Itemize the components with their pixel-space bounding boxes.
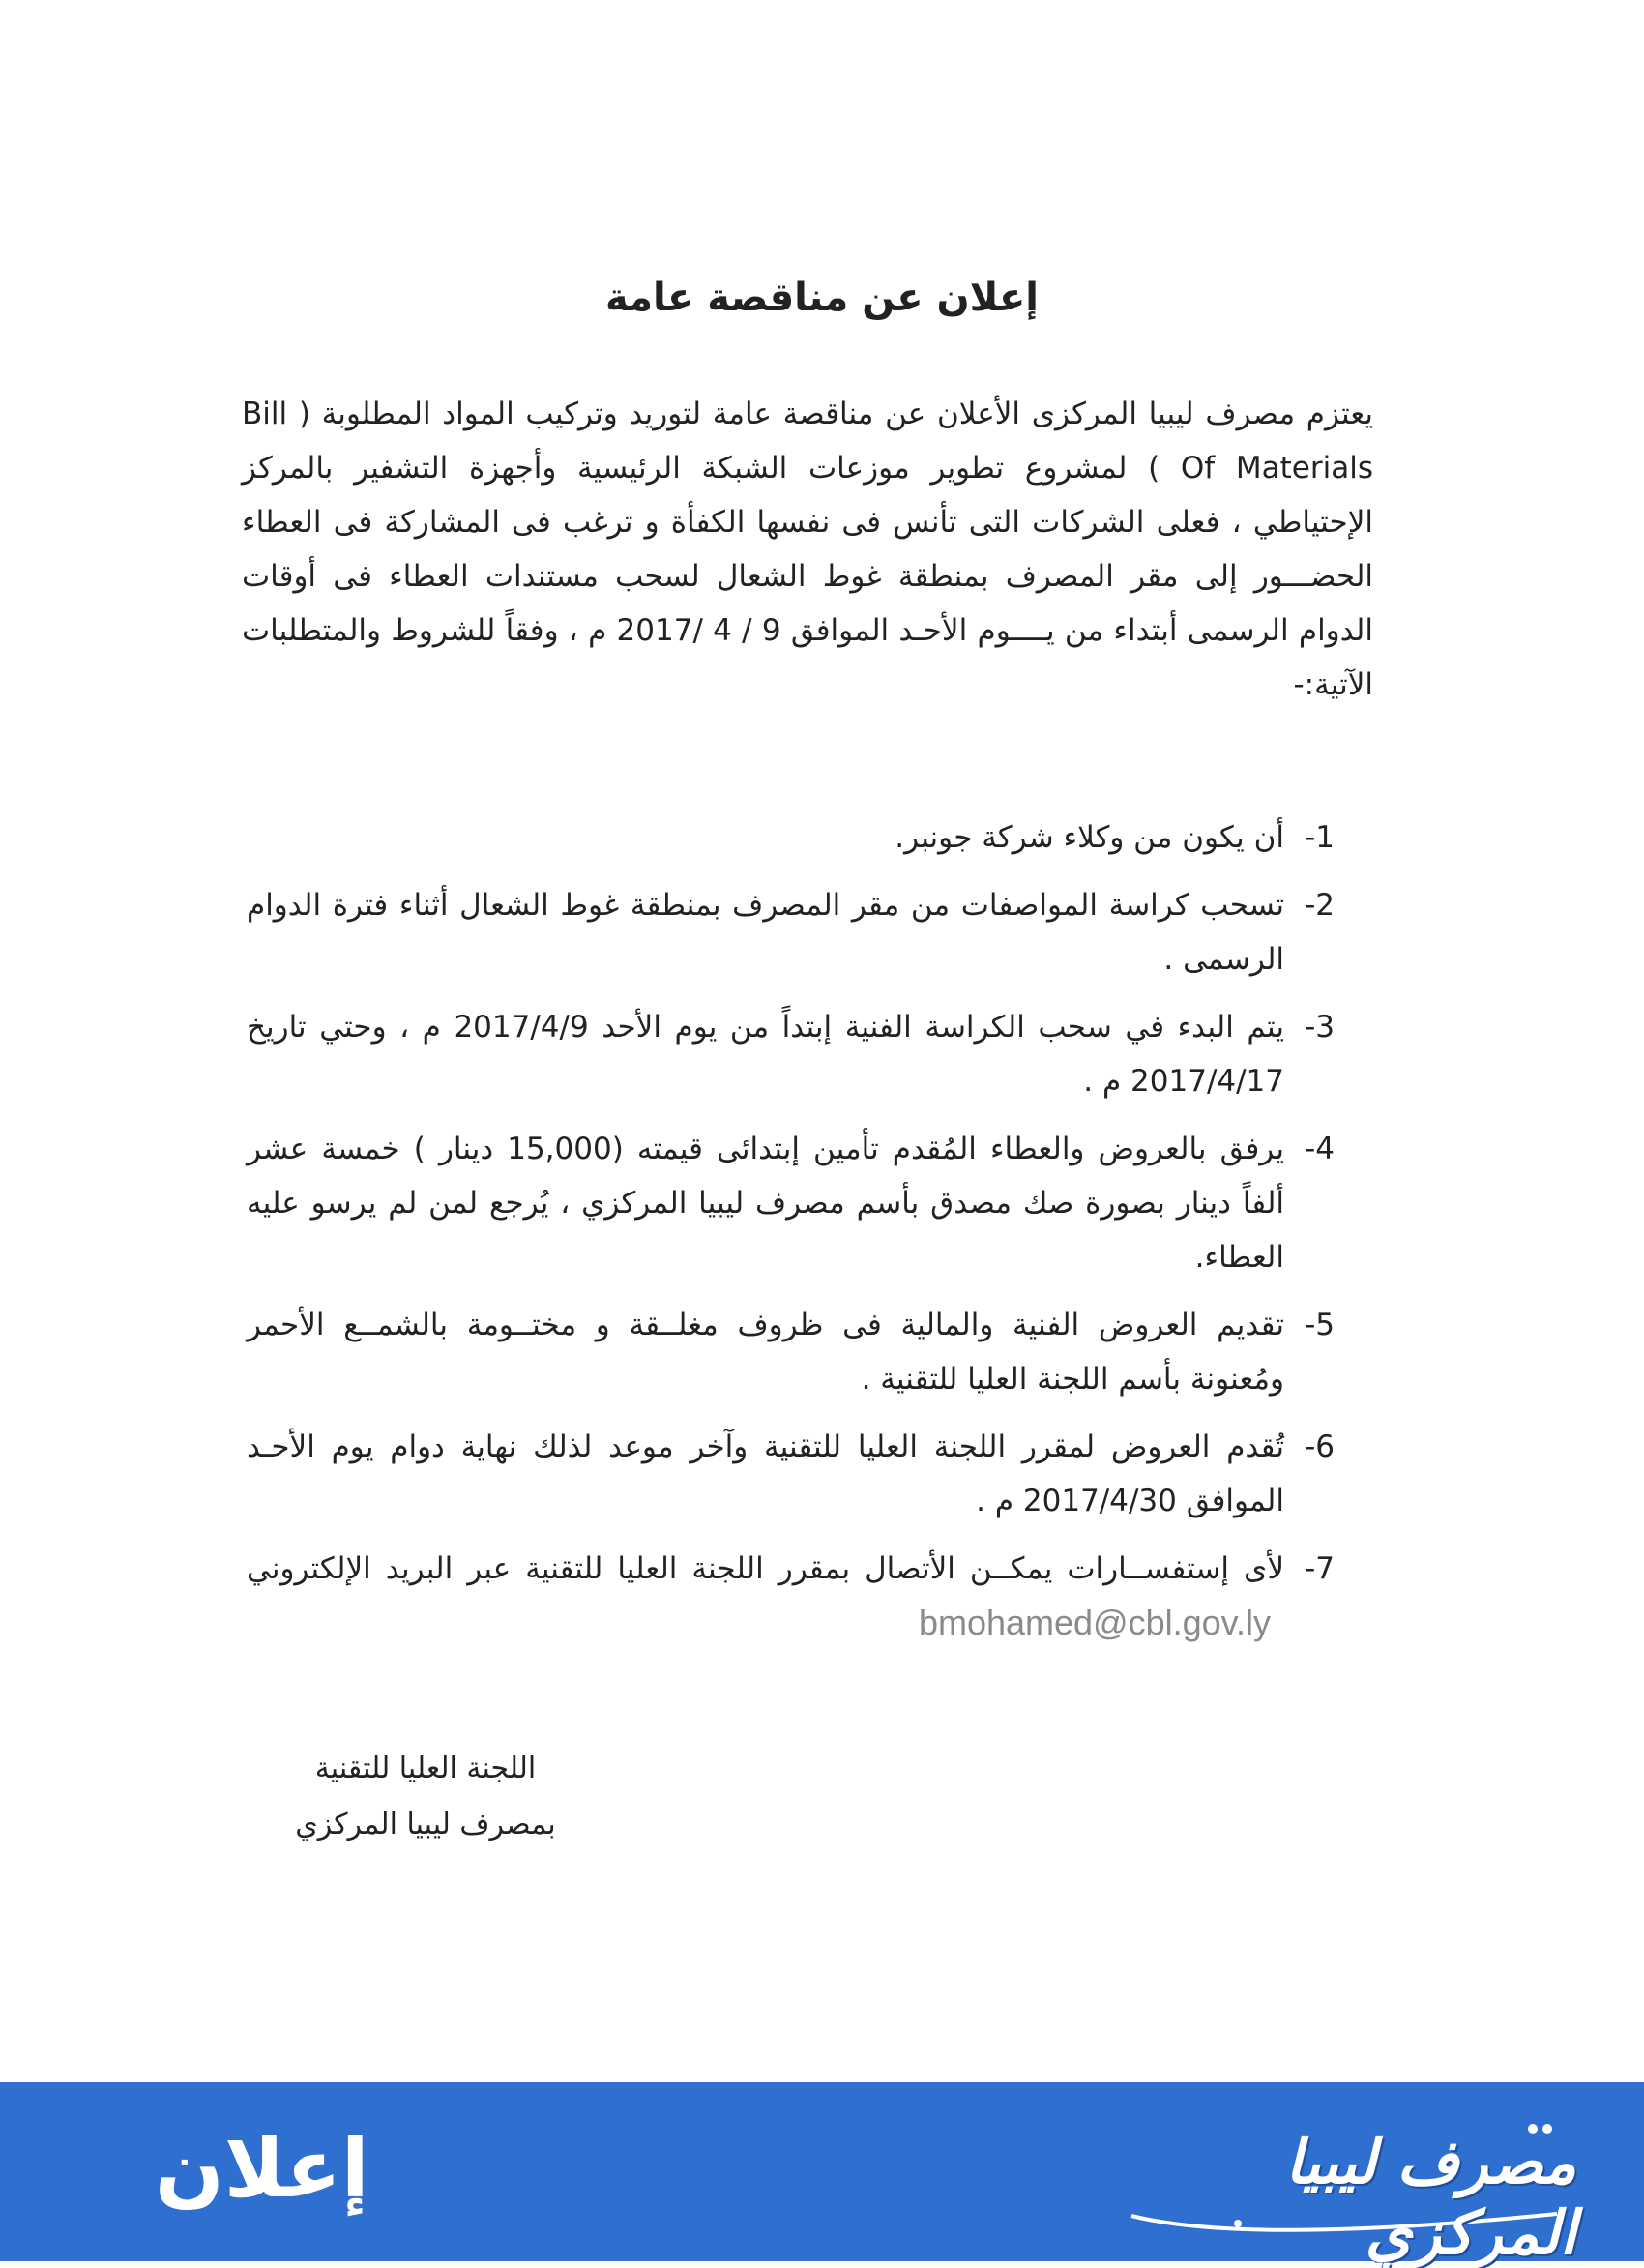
footer-announcement-label: إعلان [155, 2121, 369, 2216]
condition-item [247, 1420, 1335, 1528]
condition-text: أن يكون من وكلاء شركة جونبر. [895, 820, 1284, 855]
condition-text: تسحب كراسة المواصفات من مقر المصرف بمنطقة غوط الشعال أثناء فترة الدوام الرسمى . [247, 888, 1284, 977]
condition-text: تقديم العروض الفنية والمالية فى ظروف مغلــقة و مختــومة بالشمــع الأحمر ومُعنونة بأسم اللجنة العليا للتقنية . [247, 1308, 1284, 1397]
condition-item [247, 878, 1335, 987]
condition-number: 3- [1305, 1010, 1335, 1045]
condition-number: 6- [1305, 1429, 1335, 1464]
condition-number: 7- [1305, 1551, 1335, 1586]
page-title: إعلان عن مناقصة عامة [605, 276, 1039, 320]
condition-item [247, 1122, 1335, 1284]
conditions-list [247, 810, 1335, 1665]
condition-item [247, 1298, 1335, 1406]
intro-paragraph: يعتزم مصرف ليبيا المركزى الأعلان عن مناقصة عامة لتوريد وتركيب المواد المطلوبة ( Bill Of Materials ) لمشروع تطوير موزعات الشبكة الرئيسية وأجهزة التشفير بالمركز الإحتياطي ، فعلى الشركات التى تأنس فى نفسها الكفأة و ترغب فى المشاركة فى العطاء الحضـــور إلى مقر المصرف بمنطقة غوط الشعال لسحب مستندات العطاء فى أوقات الدوام الرسمى أبتداء من يــــوم الأحـد الموافق 9 / 4 /2017 م ، وفقاً للشروط والمتطلبات الآتية:- [242, 397, 1373, 702]
condition-text: يتم البدء في سحب الكراسة الفنية إبتداً من يوم الأحد 2017/4/9 م ، وحتي تاريخ 2017/4/17 م . [247, 1010, 1284, 1099]
condition-text: تُقدم العروض لمقرر اللجنة العليا للتقنية وآخر موعد لذلك نهاية دوام يوم الأحـد الموافق 2017/4/30 م . [247, 1429, 1284, 1518]
signature-block [261, 1741, 590, 1853]
signature-line-bank: بمصرف ليبيا المركزي [295, 1808, 556, 1841]
bank-logo-text: مصرف ليبيا المركزي [1285, 2127, 1576, 2268]
condition-number: 1- [1305, 820, 1335, 855]
condition-number: 4- [1305, 1132, 1335, 1166]
condition-text: لأى إستفســارات يمكــن الأتصال بمقرر اللجنة العليا للتقنية عبر البريد الإلكتروني [247, 1551, 1284, 1586]
condition-item [247, 1000, 1335, 1108]
footer-band [0, 2082, 1644, 2268]
condition-item [247, 810, 1335, 865]
condition-text: يرفق بالعروض والعطاء المُقدم تأمين إبتدائى قيمته (15,000 دينار ) خمسة عشر ألفاً دينار بصورة صك مصدق بأسم مصرف ليبيا المركزي ، يُرجع لمن لم يرسو عليه العطاء. [247, 1132, 1284, 1275]
condition-number: 2- [1305, 888, 1335, 923]
condition-item [247, 1542, 1335, 1652]
condition-number: 5- [1305, 1308, 1335, 1342]
signature-line-committee: اللجنة العليا للتقنية [314, 1752, 537, 1785]
contact-email-link[interactable]: bmohamed@cbl.gov.ly [918, 1603, 1271, 1642]
bank-logo [1093, 2100, 1576, 2268]
